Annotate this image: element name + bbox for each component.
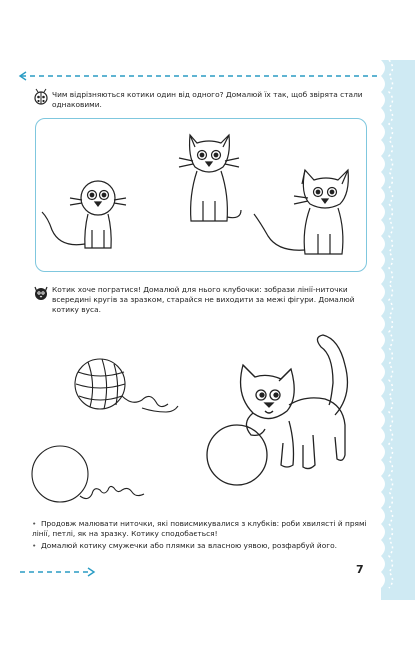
cat-face-icon xyxy=(32,284,50,302)
yarn-ball-empty xyxy=(28,440,158,515)
yarn-ball-sample xyxy=(70,350,190,425)
page-number: 7 xyxy=(356,563,364,576)
task2-instruction: Котик хоче погратися! Домалюй для нього клубочки: зобрази лінії-ниточки всередині кругів за зразком, старайся не виходити за межі фігури. Домалюй котику вуса. xyxy=(52,285,355,314)
bullet-dot: • xyxy=(32,541,37,550)
cat-playing-drawing xyxy=(195,325,365,490)
bullet-item-2 xyxy=(32,541,372,551)
side-decor-strip xyxy=(381,60,415,600)
task1-instruction: Чим відрізняються котики один від одного? Домалюй їх так, щоб звірята стали однаковими. xyxy=(52,90,363,109)
bullet-dot: • xyxy=(32,519,37,528)
bottom-dashed-line xyxy=(18,566,98,578)
cat-drawing-2 xyxy=(155,125,255,235)
cat-drawing-1 xyxy=(40,170,140,270)
bullet-text-1: Продовж малювати ниточки, які повисмикувалися з клубків: роби хвилясті й прямі лінії, петлі, як на зразку. Котику сподобається! xyxy=(32,519,367,538)
wavy-edge xyxy=(381,60,415,600)
bullet-item-1 xyxy=(32,519,372,539)
top-dashed-line xyxy=(18,70,383,82)
cat-drawing-3 xyxy=(250,160,360,265)
bullet-text-2: Домалюй котику смужечки або плямки за власною уявою, розфарбуй його. xyxy=(41,541,337,550)
ladybug-icon xyxy=(32,88,50,106)
